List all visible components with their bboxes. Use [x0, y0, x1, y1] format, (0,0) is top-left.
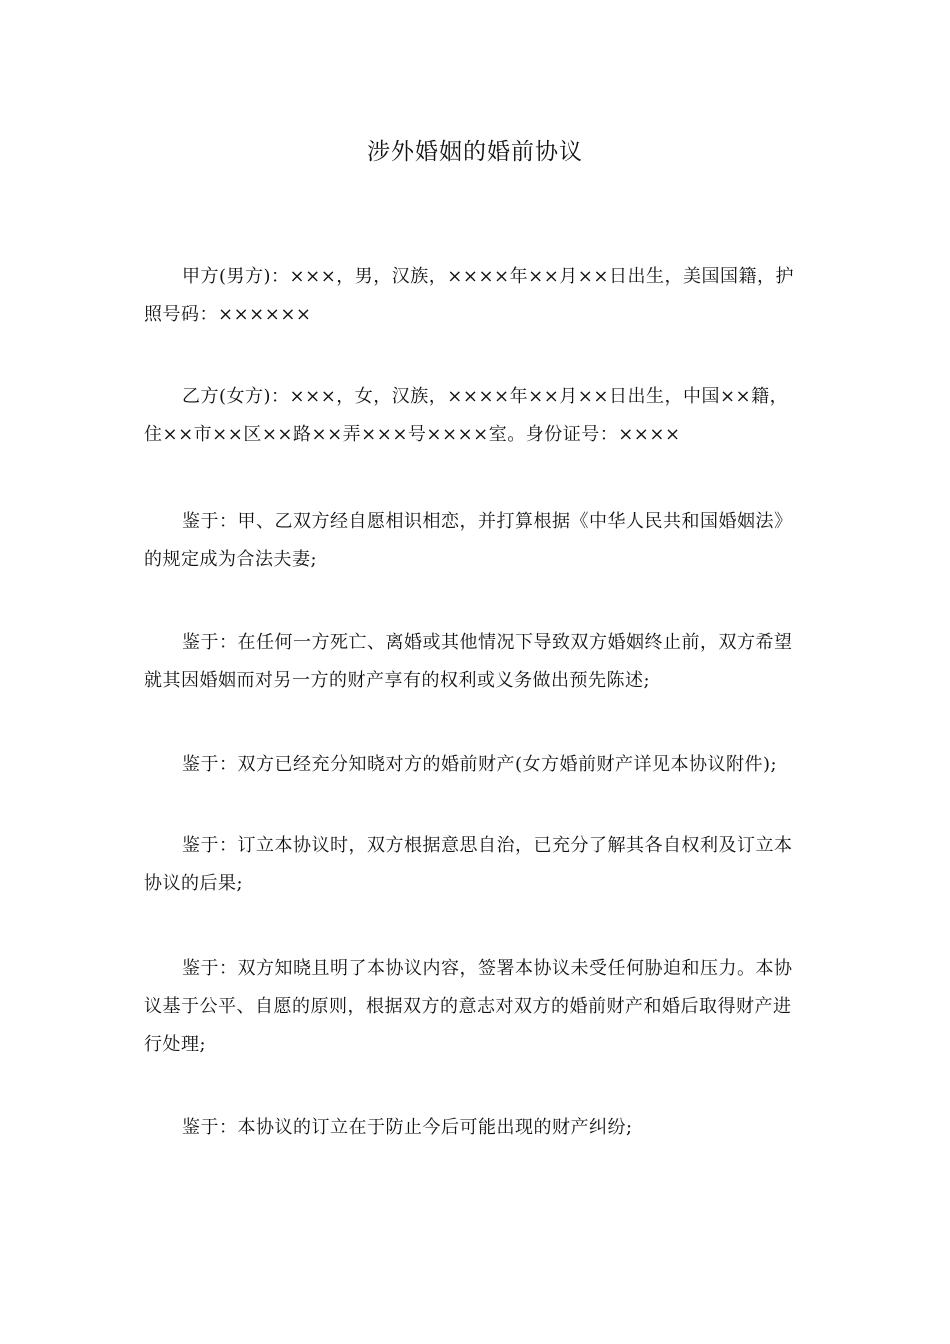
paragraph-whereas-2: 鉴于：在任何一方死亡、离婚或其他情况下导致双方婚姻终止前，双方希望就其因婚姻而对另一方的财产享有的权利或义务做出预先陈述;: [144, 632, 793, 691]
paragraph-whereas-1: 鉴于：甲、乙双方经自愿相识相恋，并打算根据《中华人民共和国婚姻法》的规定成为合法夫妻;: [144, 511, 784, 570]
paragraph-party-a: 甲方(男方)：×××，男，汉族，××××年××月××日出生，美国国籍，护照号码：××××××: [144, 266, 794, 325]
paragraph-whereas-5: 鉴于：双方知晓且明了本协议内容，签署本协议未受任何胁迫和压力。本协议基于公平、自愿的原则，根据双方的意志对双方的婚前财产和婚后取得财产进行处理;: [144, 958, 793, 1055]
document-title: 涉外婚姻的婚前协议: [367, 139, 583, 165]
paragraph-whereas-3: 鉴于：双方已经充分知晓对方的婚前财产(女方婚前财产详见本协议附件);: [182, 754, 778, 775]
paragraph-party-b: 乙方(女方)：×××，女，汉族，××××年××月××日出生，中国××籍，住××市××区××路××弄×××号××××室。身份证号：××××: [144, 386, 789, 445]
paragraph-whereas-6: 鉴于：本协议的订立在于防止今后可能出现的财产纠纷;: [182, 1117, 633, 1138]
paragraph-whereas-4: 鉴于：订立本协议时，双方根据意思自治，已充分了解其各自权利及订立本协议的后果;: [144, 835, 793, 894]
